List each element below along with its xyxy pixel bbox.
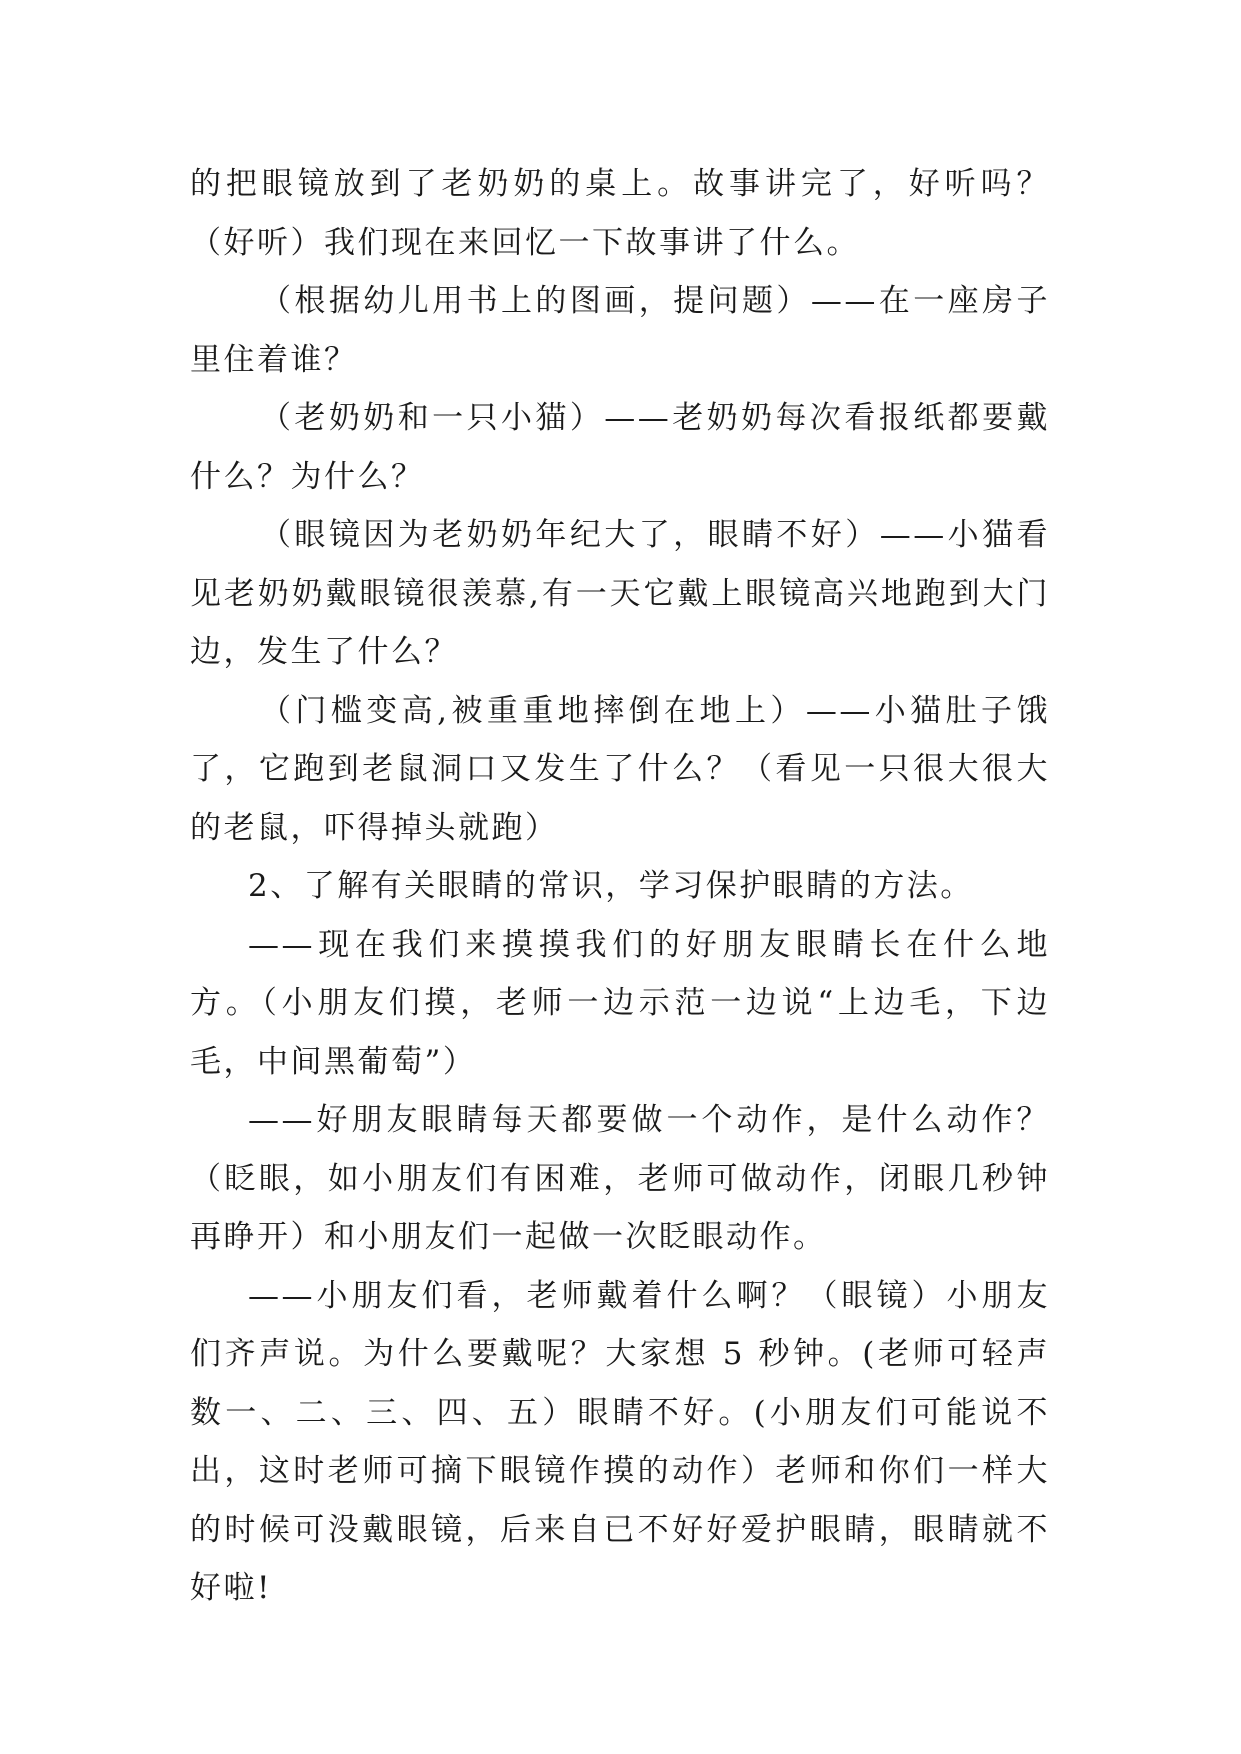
paragraph-blink: ——好朋友眼睛每天都要做一个动作，是什么动作？（眨眼，如小朋友们有困难，老师可做动作，闭眼几秒钟再睁开）和小朋友们一起做一次眨眼动作。 xyxy=(190,1102,1050,1255)
paragraph-question-house: （根据幼儿用书上的图画，提问题）——在一座房子里住着谁？ xyxy=(190,283,1050,378)
paragraph-question-newspaper: （老奶奶和一只小猫）——老奶奶每次看报纸都要戴什么？为什么？ xyxy=(190,400,1050,495)
section-heading-eye-knowledge: 2、了解有关眼睛的常识，学习保护眼睛的方法。 xyxy=(248,868,974,904)
paragraph-question-door: （眼镜因为老奶奶年纪大了，眼睛不好）——小猫看见老奶奶戴眼镜很羡慕,有一天它戴上眼镜高兴地跑到大门边，发生了什么？ xyxy=(190,517,1050,670)
document-body xyxy=(190,155,1050,1618)
paragraph-glasses: ——小朋友们看，老师戴着什么啊？（眼镜）小朋友们齐声说。为什么要戴呢？大家想 5 秒钟。(老师可轻声数一、二、三、四、五）眼睛不好。(小朋友们可能说不出，这时老师可摘下眼镜作摸的动作）老师和你们一样大的时候可没戴眼镜，后来自已不好好爱护眼睛，眼睛就不好啦! xyxy=(190,1277,1050,1606)
paragraph-touch-eyes: ——现在我们来摸摸我们的好朋友眼睛长在什么地方。（小朋友们摸，老师一边示范一边说“上边毛，下边毛，中间黑葡萄”） xyxy=(190,926,1050,1080)
paragraph-question-mouse: （门槛变高,被重重地摔倒在地上）——小猫肚子饿了，它跑到老鼠洞口又发生了什么？（看见一只很大很大的老鼠，吓得掉头就跑） xyxy=(190,692,1050,846)
paragraph-story-end: 的把眼镜放到了老奶奶的桌上。故事讲完了，好听吗？（好听）我们现在来回忆一下故事讲了什么。 xyxy=(190,166,1050,261)
